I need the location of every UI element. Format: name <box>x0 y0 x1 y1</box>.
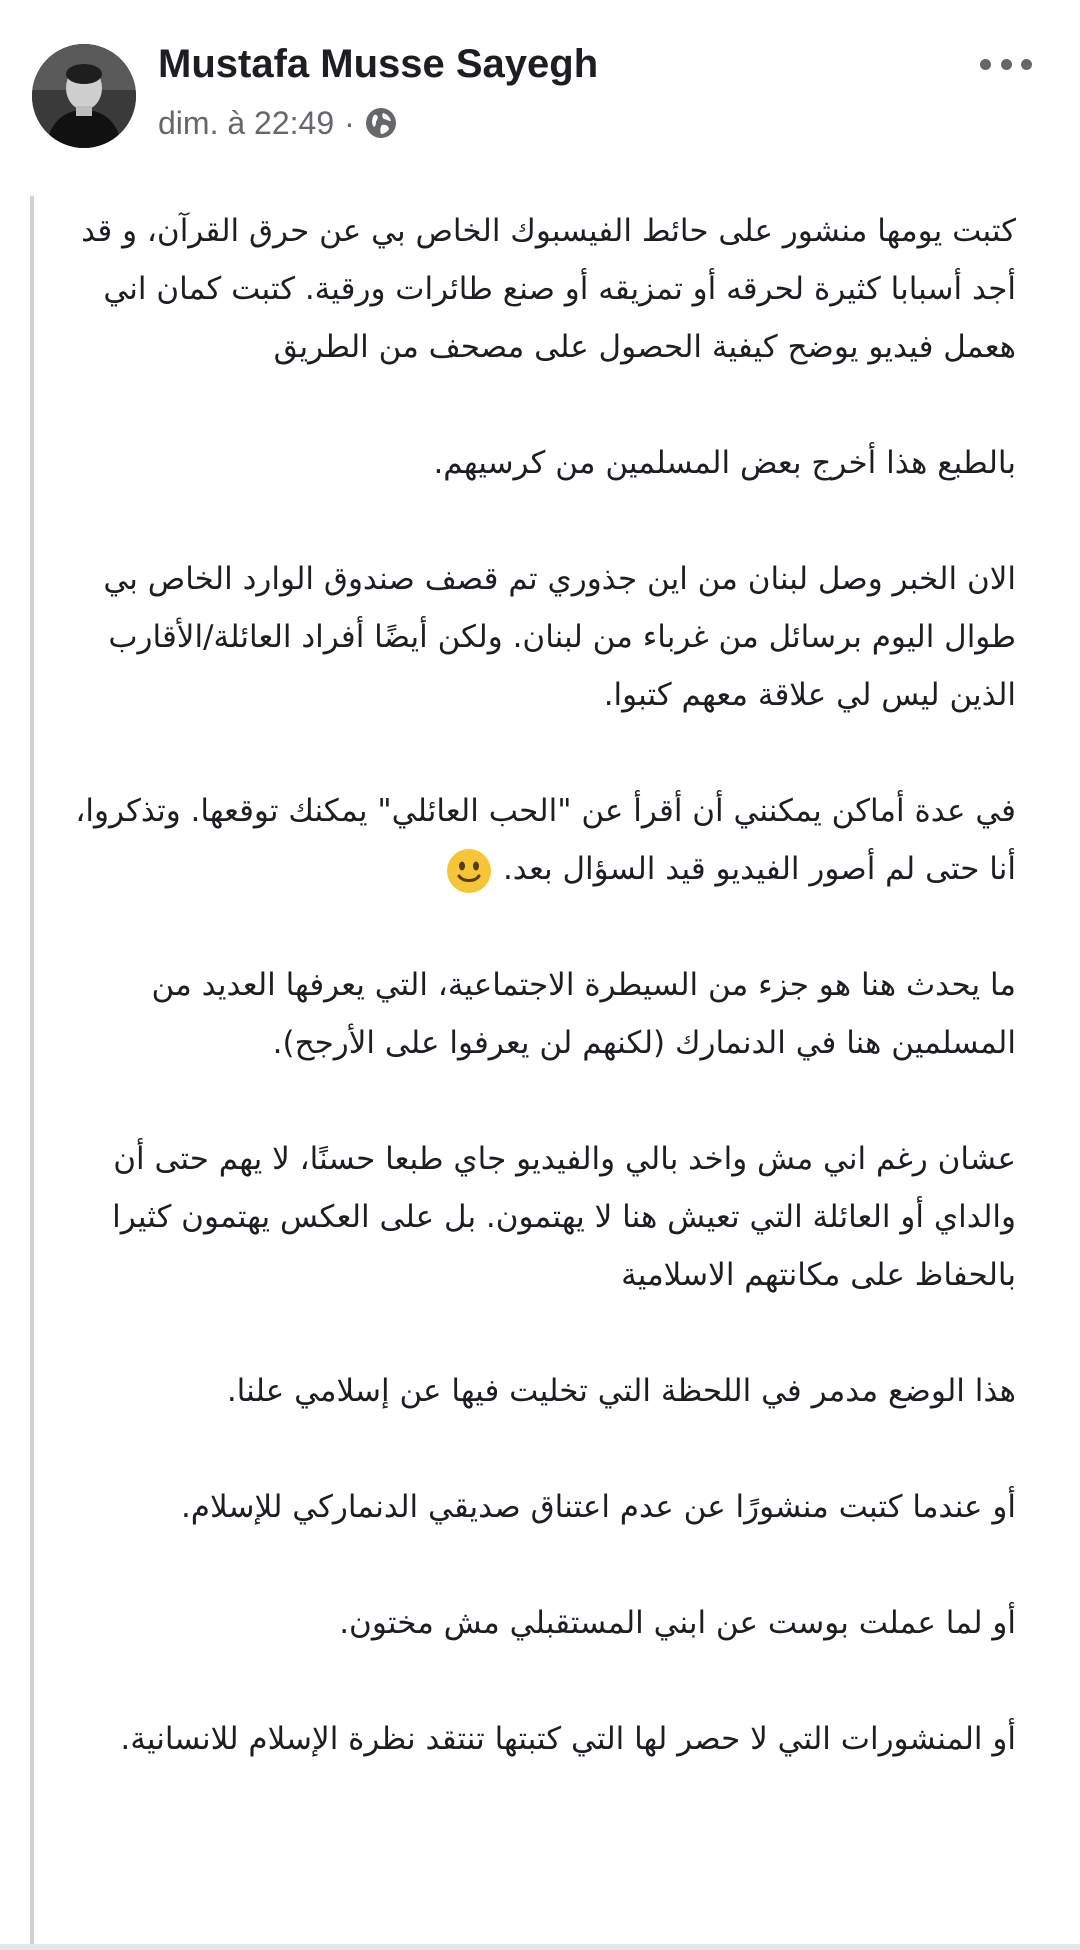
post-paragraph: ما يحدث هنا هو جزء من السيطرة الاجتماعية، التي يعرفها العديد من المسلمين هنا في الدنمارك (لكنهم لن يعرفوا على الأرجح). <box>151 967 1016 1061</box>
post-body <box>64 202 1016 1950</box>
post-paragraph: بالطبع هذا أخرج بعض المسلمين من كرسيهم. <box>433 445 1016 481</box>
post-paragraph: عشان رغم اني مش واخد بالي والفيديو جاي طبعا حسنًا، لا يهم حتى أن والداي أو العائلة التي تعيش هنا لا يهتمون. بل على العكس يهتمون كثيرا بالحفاظ على مكانتهم الاسلامية <box>112 1141 1016 1293</box>
globe-icon[interactable] <box>365 107 397 139</box>
more-dot <box>980 59 991 70</box>
more-dot <box>1001 59 1012 70</box>
post-paragraph: هذا الوضع مدمر في اللحظة التي تخليت فيها عن إسلامي علنا. <box>226 1373 1016 1409</box>
post-meta <box>158 104 397 142</box>
bottom-divider <box>0 1944 1080 1950</box>
post-timestamp[interactable]: dim. à 22:49 <box>158 104 335 141</box>
post-paragraph: كتبت يومها منشور على حائط الفيسبوك الخاص بي عن حرق القرآن، و قد أجد أسبابا كثيرة لحرقه أو تمزيقه أو صنع طائرات ورقية. كتبت كمان اني هعمل فيديو يوضح كيفية الحصول على مصحف من الطريق <box>81 213 1016 365</box>
author-avatar[interactable] <box>32 44 136 148</box>
post-header <box>0 0 1080 180</box>
slightly-smiling-face-emoji <box>445 847 493 895</box>
meta-separator: · <box>344 104 355 141</box>
post-paragraph: أو المنشورات التي لا حصر لها التي كتبتها تنتقد نظرة الإسلام للانسانية. <box>120 1721 1016 1757</box>
post-paragraph: الان الخبر وصل لبنان من اين جذوري تم قصف صندوق الوارد الخاص بي طوال اليوم برسائل من غرباء من لبنان. ولكن أيضًا أفراد العائلة/الأقارب الذين ليس لي علاقة معهم كتبوا. <box>103 561 1016 713</box>
post-paragraph: أو لما عملت بوست عن ابني المستقبلي مش مختون. <box>339 1605 1016 1641</box>
more-dot <box>1021 59 1032 70</box>
post-paragraph: أو عندما كتبت منشورًا عن عدم اعتناق صديقي الدنماركي للإسلام. <box>180 1489 1016 1525</box>
quote-bar <box>30 196 34 1950</box>
more-options-icon[interactable] <box>980 50 1032 78</box>
post-paragraph-with-emoji <box>64 782 1016 898</box>
profile-photo-avatar <box>32 44 136 148</box>
post-paragraph-text: في عدة أماكن يمكنني أن أقرأ عن "الحب العائلي" يمكنك توقعها. وتذكروا، أنا حتى لم أصور الفيديو قيد السؤال بعد. <box>75 793 1016 887</box>
author-name[interactable]: Mustafa Musse Sayegh <box>158 42 599 86</box>
